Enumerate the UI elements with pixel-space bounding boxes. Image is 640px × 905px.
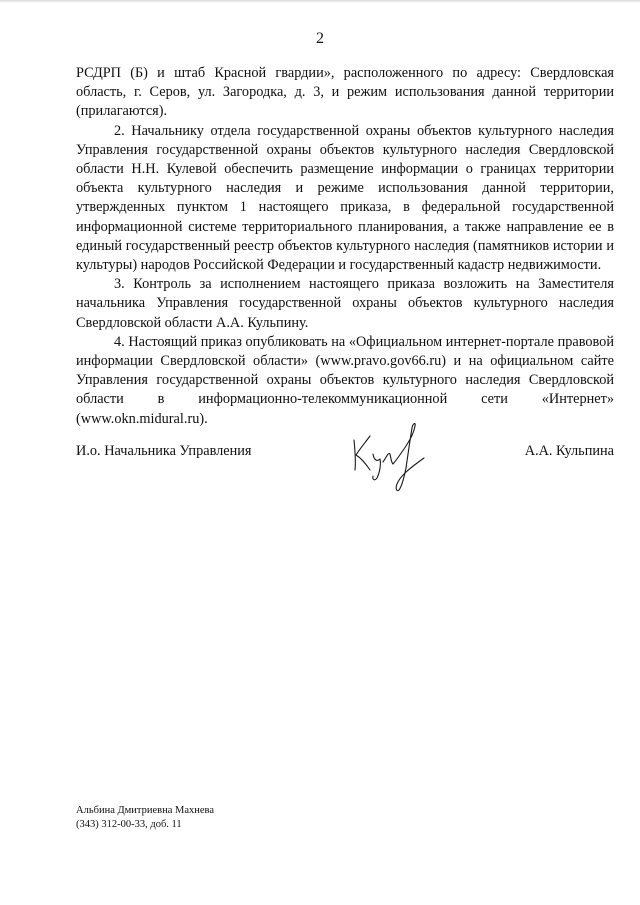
paragraph-item-2: 2. Начальнику отдела государственной охраны объектов культурного наследия Управления государственной охраны объектов культурного наследия Свердловской области Н.Н. Кулевой обеспечить размещение информации о границах территории объекта культурного наследия и режиме использования данной территории, утвержденных пунктом 1 настоящего приказа, в федеральной государственной информационной системе территориального планирования, а также направление ее в единый государственный реестр объектов культурного наследия (памятников истории и культуры) народов Российской Федерации и государственный кадастр недвижимости. [76,122,614,274]
executor-phone: (343) 312-00-33, доб. 11 [76,818,182,830]
paragraph-item-4: 4. Настоящий приказ опубликовать на «Официальном интернет-портале правовой информации Свердловской области» (www.pravo.gov66.ru) и на официальном сайте Управления государственной охраны объектов культурного наследия Свердловской области в информационно-телекоммуникационной сети «Интернет» (www.okn.midural.ru). [76,333,614,427]
document-body [76,64,614,429]
scan-edge [0,0,640,3]
paragraph-item-3: 3. Контроль за исполнением настоящего приказа возложить на Заместителя начальника Управления государственной охраны объектов культурного наследия Свердловской области А.А. Кульпину. [76,276,614,331]
handwritten-signature [344,418,440,492]
signatory-name: А.А. Кульпина [524,443,614,459]
signatory-position: И.о. Начальника Управления [76,443,252,459]
paragraph-continuation: РСДРП (Б) и штаб Красной гвардии», расположенного по адресу: Свердловская область, г. Серов, ул. Загородка, д. 3, и режим использования данной территории (прилагаются). [76,65,614,120]
page-number: 2 [316,30,324,47]
executor-info [76,804,214,831]
executor-name: Альбина Дмитриевна Махнева [76,805,215,816]
